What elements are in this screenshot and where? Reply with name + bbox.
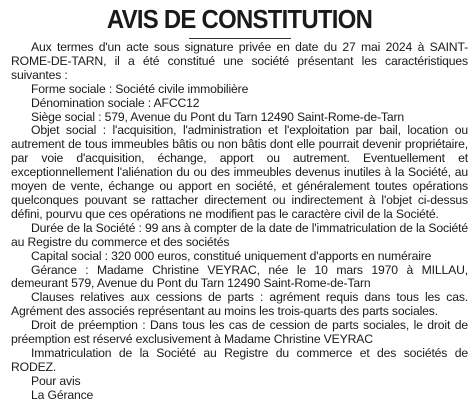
legal-notice <box>11 4 468 403</box>
share-transfer-clauses-paragraph: Clauses relatives aux cessions de parts : agrément requis dans tous les cas. Agrément des associés représentant au moins les trois-quarts des parts sociales. <box>11 290 468 319</box>
title-divider <box>189 38 291 39</box>
notice-body <box>11 41 468 403</box>
legal-form-line: Forme sociale : Société civile immobilière <box>31 81 249 96</box>
intro-paragraph: Aux termes d'un acte sous signature privée en date du 27 mai 2024 à SAINT-ROME-DE-TARN, il a été constitué une société présentant les caractéristiques suivantes : <box>11 40 468 82</box>
share-capital-line: Capital social : 320 000 euros, constitué uniquement d'apports en numéraire <box>31 248 432 263</box>
notice-title: AVIS DE CONSTITUTION <box>106 4 373 34</box>
preemption-right-paragraph: Droit de préemption : Dans tous les cas de cession de parts sociales, le droit de préemption est réservé exclusivement à Madame Christine VEYRAC <box>11 318 468 347</box>
registered-office-line: Siège social : 579, Avenue du Pont du Tarn 12490 Saint-Rome-de-Tarn <box>31 109 404 124</box>
company-name-line: Dénomination sociale : AFCC12 <box>31 95 200 110</box>
corporate-purpose-paragraph: Objet social : l'acquisition, l'administration et l'exploitation par bail, location ou autrement de tous immeubles bâtis ou non bâtis dont elle pourrait devenir propriétaire, par voie d'acquisition, échange, apport ou autrement. Eventuellement et exceptionnellement l'aliénation du ou des immeubles devenus inutiles à la Société, au moyen de vente, échange ou apport en société, et généralement toutes opérations quelconques pouvant se rattacher directement ou indirectement à l'objet ci-dessus défini, pourvu que ces opérations ne modifient pas le caractère civil de la Société. <box>11 123 468 221</box>
closing-signature: La Gérance <box>31 387 94 402</box>
registration-line: Immatriculation de la Société au Registre du commerce et des sociétés de RODEZ. <box>11 345 468 374</box>
duration-paragraph: Durée de la Société : 99 ans à compter de la date de l'immatriculation de la Société au Registre du commerce et des sociétés <box>11 220 468 249</box>
management-paragraph: Gérance : Madame Christine VEYRAC, née le 10 mars 1970 à MILLAU, demeurant 579, Avenue du Pont du Tarn 12490 Saint-Rome-de-Tarn <box>11 262 468 291</box>
closing-pour-avis: Pour avis <box>31 373 81 388</box>
